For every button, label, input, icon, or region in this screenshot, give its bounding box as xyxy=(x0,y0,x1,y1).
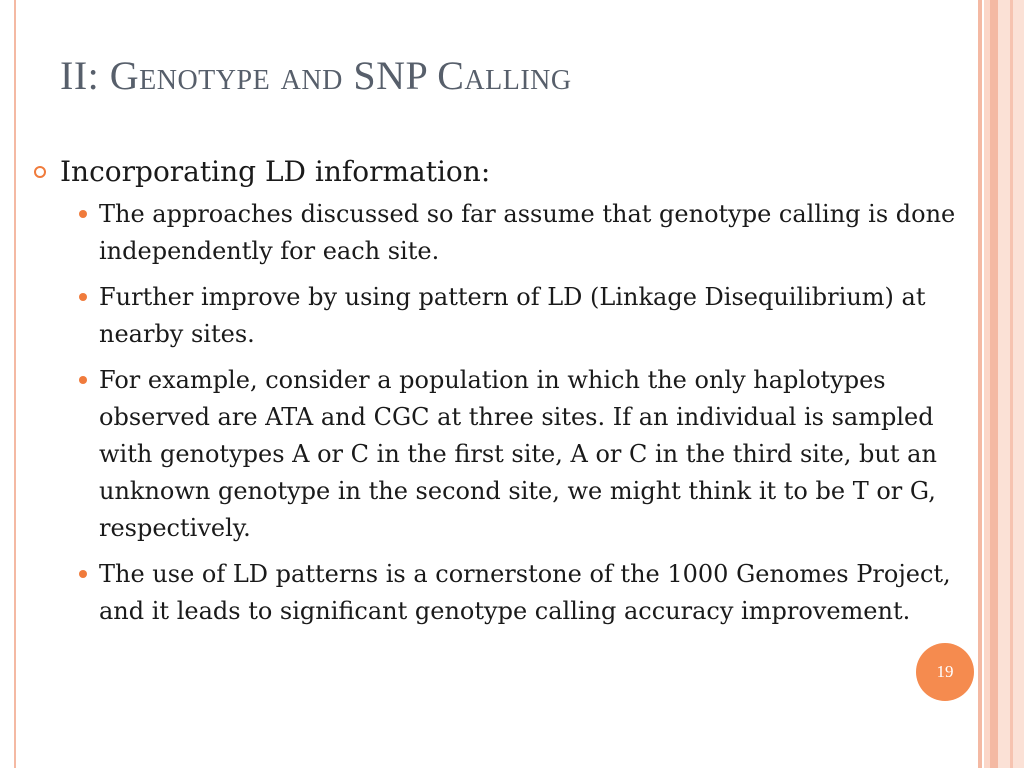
sub-bullet-item xyxy=(32,196,976,270)
filled-circle-bullet-icon xyxy=(79,376,87,384)
sub-bullet-item xyxy=(32,556,976,630)
sub-bullet-text: Further improve by using pattern of LD (Linkage Disequilibrium) at nearby sites. xyxy=(99,283,926,348)
hollow-circle-bullet-icon xyxy=(34,166,46,178)
sub-bullet-list xyxy=(32,196,976,630)
sub-bullet-text: The approaches discussed so far assume that genotype calling is done independently for each site. xyxy=(99,200,956,265)
sub-bullet-text: For example, consider a population in which the only haplotypes observed are ATA and CGC at three sites. If an individual is sampled with genotypes A or C in the first site, A or C in the third site, but an unknown genotype in the second site, we might think it to be T or G, respectively. xyxy=(99,366,937,542)
slide-body xyxy=(32,152,976,639)
filled-circle-bullet-icon xyxy=(79,570,87,578)
right-border-band xyxy=(990,0,998,768)
left-border-line xyxy=(14,0,16,768)
right-border-band xyxy=(978,0,982,768)
level1-bullet-item xyxy=(32,152,976,192)
sub-bullet-item xyxy=(32,279,976,353)
sub-bullet-item xyxy=(32,362,976,547)
filled-circle-bullet-icon xyxy=(79,210,87,218)
right-border-band xyxy=(1010,0,1013,768)
page-number: 19 xyxy=(936,662,954,681)
page-number-badge xyxy=(916,643,974,701)
sub-bullet-text: The use of LD patterns is a cornerstone of the 1000 Genomes Project, and it leads to significant genotype calling accuracy improvement. xyxy=(99,560,951,625)
level1-bullet-text: Incorporating LD information: xyxy=(60,155,491,188)
slide-title: II: Genotype and SNP Calling xyxy=(60,53,572,98)
filled-circle-bullet-icon xyxy=(79,293,87,301)
